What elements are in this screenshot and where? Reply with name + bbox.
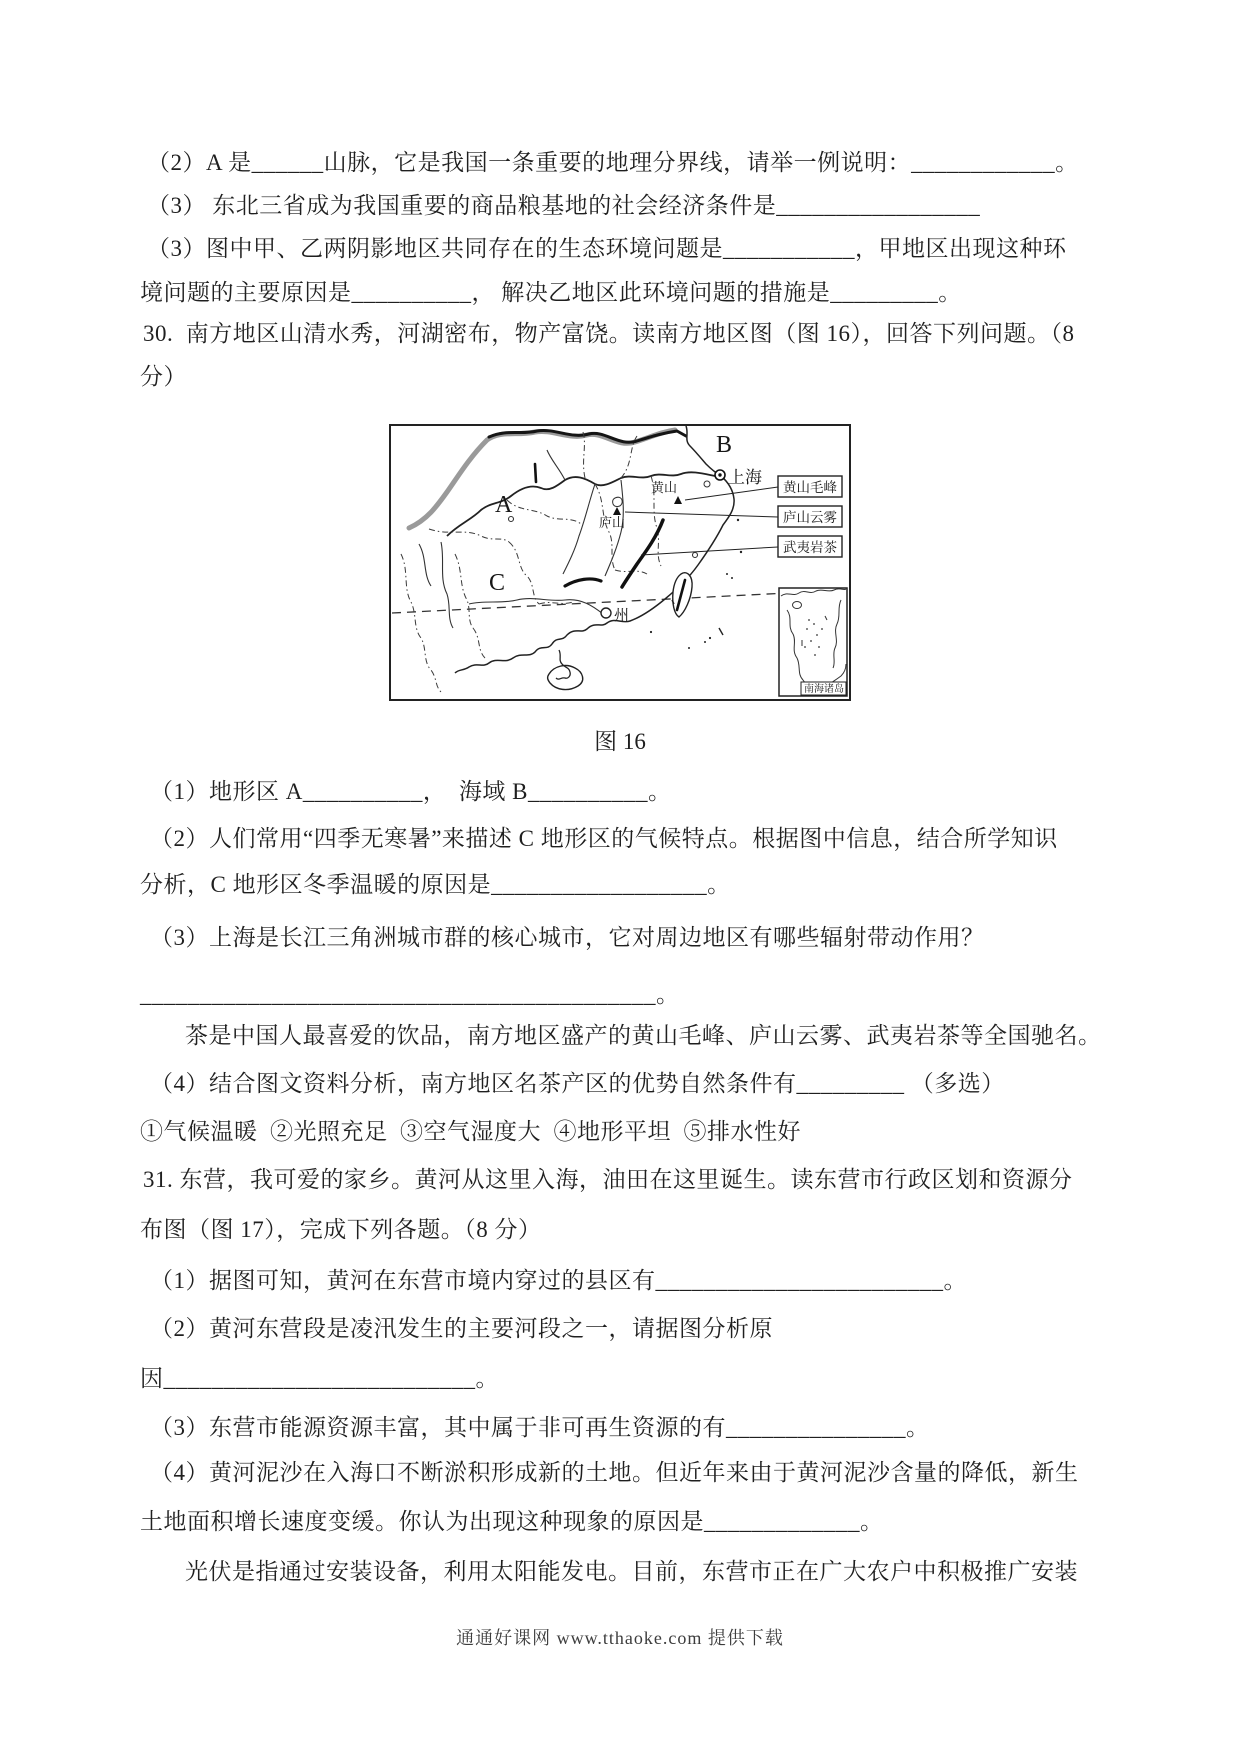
- line-q30-2a: （2）人们常用“四季无寒暑”来描述 C 地形区的气候特点。根据图中信息，结合所学知识: [150, 826, 1058, 851]
- map-label-huangshan: 黄山: [651, 480, 678, 495]
- line-q31-intro-2: 布图（图 17），完成下列各题。（8 分）: [140, 1217, 542, 1242]
- shanghai-marker-inner: [718, 473, 721, 476]
- line-q31-1: （1）据图可知，黄河在东营市境内穿过的县区有________________________。: [150, 1268, 967, 1293]
- south-china-sea-inset: [779, 588, 847, 696]
- line-q30-4: （4）结合图文资料分析，南方地区名茶产区的优势自然条件有_________ （多选）: [150, 1071, 1005, 1096]
- south-china-map: [389, 424, 851, 701]
- map-label-b: B: [716, 432, 733, 458]
- line-q30-intro-2: 分）: [140, 364, 187, 389]
- map-label-lushan: 庐山: [599, 515, 626, 530]
- mountain-tick: [535, 464, 536, 482]
- line-q29-sub2: （2）A 是______山脉，它是我国一条重要的地理分界线，请举一例说明：____________。: [147, 150, 1079, 175]
- tea-box-1-label: 黄山毛峰: [783, 480, 837, 495]
- line-q30-1: （1）地形区 A__________， 海域 B__________。: [150, 779, 672, 804]
- line-q29-sub3b-2: 境问题的主要原因是__________， 解决乙地区此环境问题的措施是_________。: [140, 280, 962, 305]
- tea-box-2-label: 庐山云雾: [783, 510, 837, 525]
- figure-caption: 图 16: [594, 729, 646, 754]
- map-label-a: A: [495, 492, 513, 518]
- map-label-zhou: 州: [614, 608, 630, 624]
- map-label-shanghai: 上海: [728, 468, 762, 487]
- tea-box-3-label: 武夷岩茶: [783, 540, 837, 555]
- line-q31-3: （3）东营市能源资源丰富，其中属于非可再生资源的有_______________。: [150, 1415, 930, 1440]
- map-figure-16: [389, 424, 851, 701]
- line-q31-2b: 因__________________________。: [140, 1366, 499, 1391]
- map-label-c: C: [489, 570, 506, 596]
- line-q31-4b: 土地面积增长速度变缓。你认为出现这种现象的原因是_____________。: [140, 1509, 884, 1534]
- guangzhou-marker: [601, 608, 611, 618]
- line-q30-intro-1: 30. 南方地区山清水秀，河湖密布，物产富饶。读南方地区图（图 16），回答下列问题。（8: [143, 321, 1075, 346]
- line-pv-intro: 光伏是指通过安装设备，利用太阳能发电。目前，东营市正在广大农户中积极推广安装: [185, 1559, 1078, 1584]
- line-q29-sub3: （3） 东北三省成为我国重要的商品粮基地的社会经济条件是_________________: [147, 193, 981, 218]
- line-tea-intro: 茶是中国人最喜爱的饮品，南方地区盛产的黄山毛峰、庐山云雾、武夷岩茶等全国驰名。: [185, 1023, 1102, 1048]
- line-q30-2b: 分析，C 地形区冬季温暖的原因是__________________。: [140, 872, 731, 897]
- line-q30-4-options: ①气候温暖 ②光照充足 ③空气湿度大 ④地形平坦 ⑤排水性好: [140, 1119, 801, 1144]
- line-q29-sub3b-1: （3）图中甲、乙两阴影地区共同存在的生态环境问题是___________，甲地区出现这种环: [147, 236, 1067, 261]
- tea-callout-boxes: [778, 476, 842, 557]
- footer-watermark: 通通好课网 www.tthaoke.com 提供下载: [456, 1628, 784, 1648]
- line-q31-intro-1: 31. 东营，我可爱的家乡。黄河从这里入海，油田在这里诞生。读东营市行政区划和资源分: [143, 1167, 1073, 1192]
- line-q30-3-blank: ___________________________________________。: [140, 982, 680, 1007]
- line-q31-2a: （2）黄河东营段是凌汛发生的主要河段之一，请据图分析原: [150, 1316, 773, 1341]
- line-q30-3: （3）上海是长江三角洲城市群的核心城市，它对周边地区有哪些辐射带动作用？: [150, 925, 985, 950]
- line-q31-4a: （4）黄河泥沙在入海口不断淤积形成新的土地。但近年来由于黄河泥沙含量的降低，新生: [150, 1460, 1079, 1485]
- inset-label: 南海诸岛: [804, 684, 844, 695]
